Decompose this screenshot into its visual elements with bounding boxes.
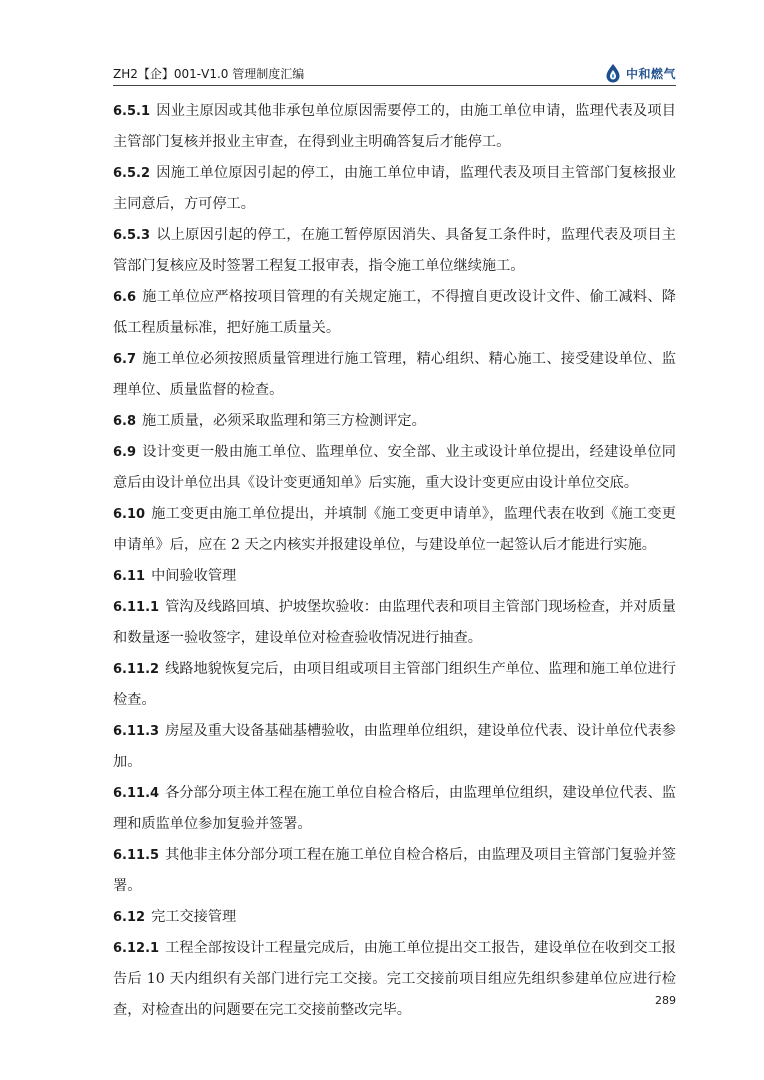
header-title: ZH2【企】001-V1.0 管理制度汇编 [113, 67, 305, 81]
clause-number: 6.10 [113, 507, 146, 522]
paragraph [113, 778, 676, 840]
paragraph [113, 716, 676, 778]
paragraph [113, 654, 676, 716]
paragraph [113, 499, 676, 561]
paragraph-text: 中间验收管理 [151, 568, 237, 584]
paragraph [113, 96, 676, 158]
paragraph [113, 840, 676, 902]
document-body [113, 96, 676, 1026]
clause-number: 6.11.3 [113, 724, 160, 739]
paragraph-text: 其他非主体分部分项工程在施工单位自检合格后，由监理及项目主管部门复验并签署。 [113, 847, 676, 894]
page-number: 289 [655, 994, 676, 1007]
page-header [113, 56, 676, 86]
paragraph-text: 各分部分项主体工程在施工单位自检合格后，由监理单位组织，建设单位代表、监理和质监单位参加复验并签署。 [113, 785, 676, 832]
clause-number: 6.11.2 [113, 662, 160, 677]
section-heading [113, 561, 676, 592]
clause-number: 6.11.5 [113, 848, 160, 863]
paragraph [113, 344, 676, 406]
paragraph [113, 592, 676, 654]
paragraph [113, 437, 676, 499]
clause-number: 6.7 [113, 352, 137, 367]
clause-number: 6.6 [113, 290, 137, 305]
paragraph-text: 完工交接管理 [151, 909, 237, 925]
clause-number: 6.12 [113, 910, 146, 925]
paragraph [113, 282, 676, 344]
clause-number: 6.11.1 [113, 600, 160, 615]
paragraph-text: 施工单位必须按照质量管理进行施工管理，精心组织、精心施工、接受建设单位、监理单位、质量监督的检查。 [113, 351, 676, 398]
clause-number: 6.5.3 [113, 228, 151, 243]
paragraph [113, 933, 676, 1026]
clause-number: 6.5.1 [113, 104, 151, 119]
company-logo [603, 63, 676, 83]
clause-number: 6.9 [113, 445, 137, 460]
paragraph-text: 以上原因引起的停工，在施工暂停原因消失、具备复工条件时，监理代表及项目主管部门复核应及时签署工程复工报审表，指令施工单位继续施工。 [113, 227, 676, 274]
section-heading [113, 902, 676, 933]
paragraph-text: 线路地貌恢复完后，由项目组或项目主管部门组织生产单位、监理和施工单位进行检查。 [113, 661, 676, 708]
paragraph-text: 因业主原因或其他非承包单位原因需要停工的，由施工单位申请，监理代表及项目主管部门复核并报业主审查，在得到业主明确答复后才能停工。 [113, 103, 676, 150]
clause-number: 6.11.4 [113, 786, 160, 801]
paragraph-text: 房屋及重大设备基础基槽验收，由监理单位组织，建设单位代表、设计单位代表参加。 [113, 723, 676, 770]
flame-drop-logo-icon [603, 63, 623, 83]
clause-number: 6.8 [113, 414, 137, 429]
paragraph-text: 施工质量，必须采取监理和第三方检测评定。 [142, 413, 426, 429]
logo-text: 中和燃气 [625, 66, 676, 81]
paragraph [113, 406, 676, 437]
paragraph-text: 因施工单位原因引起的停工，由施工单位申请，监理代表及项目主管部门复核报业主同意后，方可停工。 [113, 165, 676, 212]
paragraph-text: 设计变更一般由施工单位、监理单位、安全部、业主或设计单位提出，经建设单位同意后由设计单位出具《设计变更通知单》后实施，重大设计变更应由设计单位交底。 [113, 444, 676, 491]
paragraph [113, 158, 676, 220]
clause-number: 6.5.2 [113, 166, 151, 181]
clause-number: 6.11 [113, 569, 146, 584]
clause-number: 6.12.1 [113, 941, 160, 956]
paragraph-text: 施工变更由施工单位提出，并填制《施工变更申请单》，监理代表在收到《施工变更申请单》后，应在 2 天之内核实并报建设单位，与建设单位一起签认后才能进行实施。 [113, 506, 676, 553]
paragraph-text: 工程全部按设计工程量完成后，由施工单位提出交工报告，建设单位在收到交工报告后 10 天内组织有关部门进行完工交接。完工交接前项目组应先组织参建单位应进行检查，对检查出的问题要在完工交接前整改完毕。 [113, 940, 676, 1018]
paragraph-text: 施工单位应严格按项目管理的有关规定施工，不得擅自更改设计文件、偷工减料、降低工程质量标准，把好施工质量关。 [113, 289, 676, 336]
header-divider [113, 85, 676, 86]
paragraph-text: 管沟及线路回填、护坡堡坎验收：由监理代表和项目主管部门现场检查，并对质量和数量逐一验收签字，建设单位对检查验收情况进行抽查。 [113, 599, 676, 646]
paragraph [113, 220, 676, 282]
